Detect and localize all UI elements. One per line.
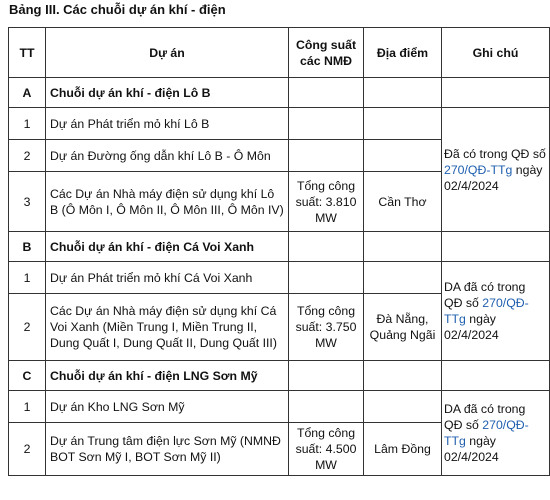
group-row-c xyxy=(9,361,550,391)
table-row xyxy=(9,391,550,423)
project-name: Dự án Kho LNG Sơn Mỹ xyxy=(46,391,289,423)
empty-cell xyxy=(289,78,364,108)
location-cell: Lâm Đồng xyxy=(364,423,442,476)
note-cell xyxy=(442,391,550,476)
note-text: DA đã có trong QĐ số xyxy=(444,402,526,432)
project-name: Dự án Phát triển mỏ khí Cá Voi Xanh xyxy=(46,262,289,294)
note-cell xyxy=(442,108,550,232)
row-number: 1 xyxy=(9,108,46,140)
header-location: Địa điểm xyxy=(364,28,442,78)
header-note: Ghi chú xyxy=(442,28,550,78)
empty-cell xyxy=(442,232,550,262)
note-date: ngày 02/4/2024 xyxy=(444,312,499,342)
table-row xyxy=(9,262,550,294)
group-title: Chuỗi dự án khí - điện LNG Sơn Mỹ xyxy=(46,361,289,391)
project-name: Dự án Đường ống dẫn khí Lô B - Ô Môn xyxy=(46,140,289,172)
empty-cell xyxy=(289,361,364,391)
row-number: 1 xyxy=(9,391,46,423)
capacity-cell xyxy=(289,140,364,172)
group-code: C xyxy=(9,361,46,391)
capacity-cell: Tổng công suất: 3.810 MW xyxy=(289,172,364,232)
row-number: 2 xyxy=(9,423,46,476)
empty-cell xyxy=(364,232,442,262)
capacity-cell: Tổng công suất: 4.500 MW xyxy=(289,423,364,476)
location-cell: Đà Nẵng, Quảng Ngãi xyxy=(364,294,442,361)
header-capacity-line2: các NMĐ xyxy=(300,53,352,68)
decision-link[interactable]: 270/QĐ-TTg xyxy=(444,418,529,448)
group-title: Chuỗi dự án khí - điện Lô B xyxy=(46,78,289,108)
group-title: Chuỗi dự án khí - điện Cá Voi Xanh xyxy=(46,232,289,262)
header-capacity-line1: Công suất xyxy=(295,37,357,52)
empty-cell xyxy=(364,361,442,391)
note-text: Đã có trong QĐ số xyxy=(444,146,546,161)
group-row-a xyxy=(9,78,550,108)
row-number: 1 xyxy=(9,262,46,294)
note-date: ngày 02/4/2024 xyxy=(444,162,543,193)
note-cell xyxy=(442,262,550,361)
group-code: A xyxy=(9,78,46,108)
decision-link[interactable]: 270/QĐ-TTg xyxy=(444,162,513,177)
location-cell xyxy=(364,262,442,294)
project-name: Các Dự án Nhà máy điện sử dụng khí Cá Voi Xanh (Miền Trung I, Miền Trung II, Dung Quất I, Dung Quất II, Dung Quất III) xyxy=(46,294,289,361)
row-number: 2 xyxy=(9,140,46,172)
capacity-cell: Tổng công suất: 3.750 MW xyxy=(289,294,364,361)
header-capacity xyxy=(289,28,364,78)
location-cell xyxy=(364,140,442,172)
row-number: 3 xyxy=(9,172,46,232)
empty-cell xyxy=(289,232,364,262)
table-row xyxy=(9,108,550,140)
empty-cell xyxy=(442,78,550,108)
project-name: Dự án Phát triển mỏ khí Lô B xyxy=(46,108,289,140)
capacity-cell xyxy=(289,262,364,294)
group-code: B xyxy=(9,232,46,262)
capacity-cell xyxy=(289,108,364,140)
capacity-cell xyxy=(289,391,364,423)
group-row-b xyxy=(9,232,550,262)
table-caption: Bảng III. Các chuỗi dự án khí - điện xyxy=(9,2,226,17)
decision-link[interactable]: 270/QĐ- TTg xyxy=(444,296,529,326)
header-project: Dự án xyxy=(46,28,289,78)
location-cell: Cần Thơ xyxy=(364,172,442,232)
empty-cell xyxy=(364,78,442,108)
project-name: Dự án Trung tâm điện lực Sơn Mỹ (NMNĐ BOT Sơn Mỹ I, BOT Sơn Mỹ II) xyxy=(46,423,289,476)
note-date: ngày 02/4/2024 xyxy=(444,434,499,464)
location-cell xyxy=(364,108,442,140)
header-tt: TT xyxy=(9,28,46,78)
table-header-row xyxy=(9,28,550,78)
project-name: Các Dự án Nhà máy điện sử dụng khí Lô B (Ô Môn I, Ô Môn II, Ô Môn III, Ô Môn IV) xyxy=(46,172,289,232)
location-cell xyxy=(364,391,442,423)
gas-power-projects-table xyxy=(8,27,550,476)
note-text: DA đã có trong QĐ số xyxy=(444,280,526,310)
empty-cell xyxy=(442,361,550,391)
row-number: 2 xyxy=(9,294,46,361)
